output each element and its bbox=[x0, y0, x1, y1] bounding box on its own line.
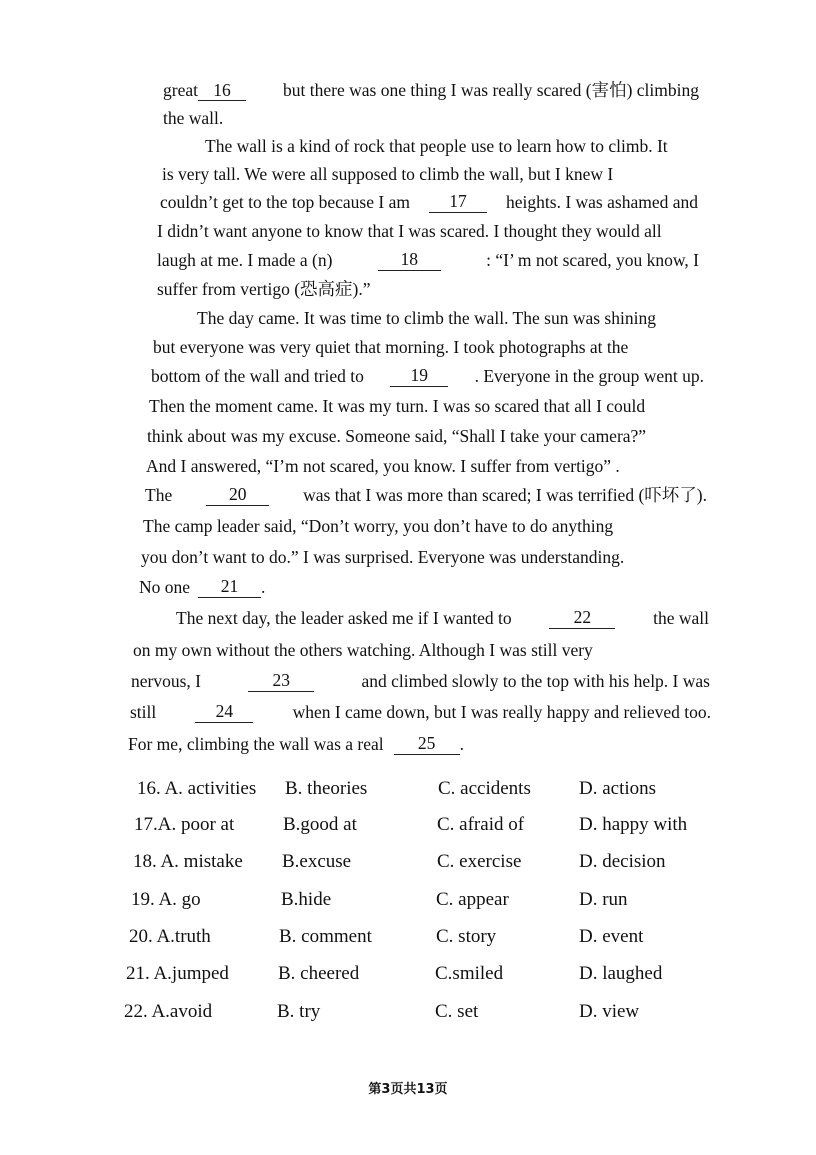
line-text: and climbed slowly to the top with his help. I was bbox=[361, 671, 710, 691]
passage-line bbox=[139, 576, 339, 598]
passage-line bbox=[160, 191, 698, 213]
passage-line bbox=[157, 278, 557, 300]
line-text: laugh at me. I made a (n) bbox=[157, 250, 333, 270]
passage-line bbox=[133, 639, 709, 661]
passage-line bbox=[131, 670, 710, 692]
line-text: the wall bbox=[653, 608, 709, 628]
blank-23[interactable]: 23 bbox=[248, 670, 314, 692]
option-d[interactable]: D. view bbox=[579, 1001, 640, 1022]
passage-line bbox=[153, 336, 703, 358]
page-number: 第3页共13页 bbox=[368, 1082, 448, 1097]
line-text: The bbox=[145, 485, 173, 505]
option-d[interactable]: D. event bbox=[579, 926, 644, 947]
option-a[interactable]: 18. A. mistake bbox=[133, 851, 243, 872]
line-text: when I came down, but I was really happy and relieved too. bbox=[292, 702, 711, 722]
line-text: nervous, I bbox=[131, 671, 201, 691]
option-row bbox=[0, 926, 816, 952]
option-d[interactable]: D. decision bbox=[579, 851, 666, 872]
passage-line bbox=[205, 135, 697, 157]
option-c[interactable]: C.smiled bbox=[435, 963, 504, 984]
line-text: The wall is a kind of rock that people use to learn how to climb. It bbox=[205, 136, 668, 156]
option-b[interactable]: B. theories bbox=[285, 778, 368, 799]
option-b[interactable]: B.excuse bbox=[282, 851, 352, 872]
line-text: but everyone was very quiet that morning. I took photographs at the bbox=[153, 337, 629, 357]
line-text: great bbox=[163, 80, 198, 100]
blank-18[interactable]: 18 bbox=[378, 249, 441, 271]
blank-17[interactable]: 17 bbox=[429, 191, 487, 213]
option-b[interactable]: B. try bbox=[277, 1001, 321, 1022]
line-text: The camp leader said, “Don’t worry, you don’t have to do anything bbox=[143, 516, 614, 536]
line-text: I didn’t want anyone to know that I was scared. I thought they would all bbox=[157, 221, 662, 241]
line-text: . Everyone in the group went up. bbox=[474, 366, 704, 386]
passage-line bbox=[130, 701, 711, 723]
option-a[interactable]: 20. A.truth bbox=[129, 926, 211, 947]
option-c[interactable]: C. accidents bbox=[438, 778, 531, 799]
line-text: The next day, the leader asked me if I wanted to bbox=[176, 608, 512, 628]
line-text: but there was one thing I was really scared (害怕) climbing bbox=[283, 80, 699, 100]
line-text: heights. I was ashamed and bbox=[506, 192, 698, 212]
line-text: the wall. bbox=[163, 108, 224, 128]
passage-line bbox=[151, 365, 704, 387]
line-text: And I answered, “I’m not scared, you know. I suffer from vertigo” . bbox=[146, 456, 620, 476]
blank-21[interactable]: 21 bbox=[198, 576, 261, 598]
option-d[interactable]: D. happy with bbox=[579, 814, 688, 835]
passage-line bbox=[145, 484, 707, 506]
passage-line bbox=[162, 163, 697, 185]
option-b[interactable]: B.hide bbox=[281, 889, 332, 910]
passage-line bbox=[176, 607, 709, 629]
passage-line bbox=[143, 515, 707, 537]
line-text: . bbox=[459, 734, 464, 754]
line-text: couldn’t get to the top because I am bbox=[160, 192, 410, 212]
option-d[interactable]: D. laughed bbox=[579, 963, 663, 984]
line-text: you don’t want to do.” I was surprised. Everyone was understanding. bbox=[141, 547, 625, 567]
line-text: Then the moment came. It was my turn. I was so scared that all I could bbox=[149, 396, 646, 416]
option-a[interactable]: 19. A. go bbox=[131, 889, 201, 910]
line-text: on my own without the others watching. Although I was still very bbox=[133, 640, 593, 660]
option-b[interactable]: B. cheered bbox=[278, 963, 360, 984]
option-a[interactable]: 17.A. poor at bbox=[134, 814, 235, 835]
passage-line bbox=[128, 733, 528, 755]
blank-19[interactable]: 19 bbox=[390, 365, 448, 387]
option-row bbox=[0, 814, 816, 840]
option-a[interactable]: 22. A.avoid bbox=[124, 1001, 213, 1022]
passage-line bbox=[163, 107, 699, 129]
blank-22[interactable]: 22 bbox=[549, 607, 615, 629]
option-c[interactable]: C. story bbox=[436, 926, 497, 947]
option-row bbox=[0, 1001, 816, 1027]
option-a[interactable]: 16. A. activities bbox=[137, 778, 257, 799]
option-a[interactable]: 21. A.jumped bbox=[126, 963, 229, 984]
line-text: is very tall. We were all supposed to climb the wall, but I knew I bbox=[162, 164, 614, 184]
blank-25[interactable]: 25 bbox=[394, 733, 460, 755]
option-row bbox=[0, 851, 816, 877]
line-text: : “I’ m not scared, you know, I bbox=[486, 250, 699, 270]
passage-line bbox=[141, 546, 707, 568]
line-text: . bbox=[261, 577, 266, 597]
line-text: still bbox=[130, 702, 157, 722]
option-d[interactable]: D. run bbox=[579, 889, 628, 910]
passage-line bbox=[146, 455, 708, 477]
line-text: No one bbox=[139, 577, 191, 597]
option-c[interactable]: C. exercise bbox=[437, 851, 522, 872]
line-text: suffer from vertigo (恐高症).” bbox=[157, 279, 371, 299]
option-b[interactable]: B. comment bbox=[279, 926, 372, 947]
option-c[interactable]: C. afraid of bbox=[437, 814, 525, 835]
line-text: think about was my excuse. Someone said, “Shall I take your camera?” bbox=[147, 426, 647, 446]
passage-line bbox=[147, 425, 707, 447]
option-c[interactable]: C. set bbox=[435, 1001, 479, 1022]
blank-20[interactable]: 20 bbox=[206, 484, 269, 506]
passage-line bbox=[149, 395, 705, 417]
passage-line bbox=[157, 220, 699, 242]
option-c[interactable]: C. appear bbox=[436, 889, 509, 910]
line-text: bottom of the wall and tried to bbox=[151, 366, 364, 386]
option-row bbox=[0, 889, 816, 915]
option-b[interactable]: B.good at bbox=[283, 814, 357, 835]
line-text: was that I was more than scared; I was terrified (吓坏了). bbox=[303, 485, 707, 505]
passage-line bbox=[197, 307, 703, 329]
passage-line bbox=[157, 249, 699, 271]
blank-24[interactable]: 24 bbox=[195, 701, 253, 723]
line-text: For me, climbing the wall was a real bbox=[128, 734, 384, 754]
option-row bbox=[0, 963, 816, 989]
line-text: The day came. It was time to climb the wall. The sun was shining bbox=[197, 308, 656, 328]
passage-line bbox=[163, 79, 699, 101]
option-d[interactable]: D. actions bbox=[579, 778, 657, 799]
option-row bbox=[0, 778, 816, 804]
blank-16[interactable]: 16 bbox=[198, 80, 246, 101]
